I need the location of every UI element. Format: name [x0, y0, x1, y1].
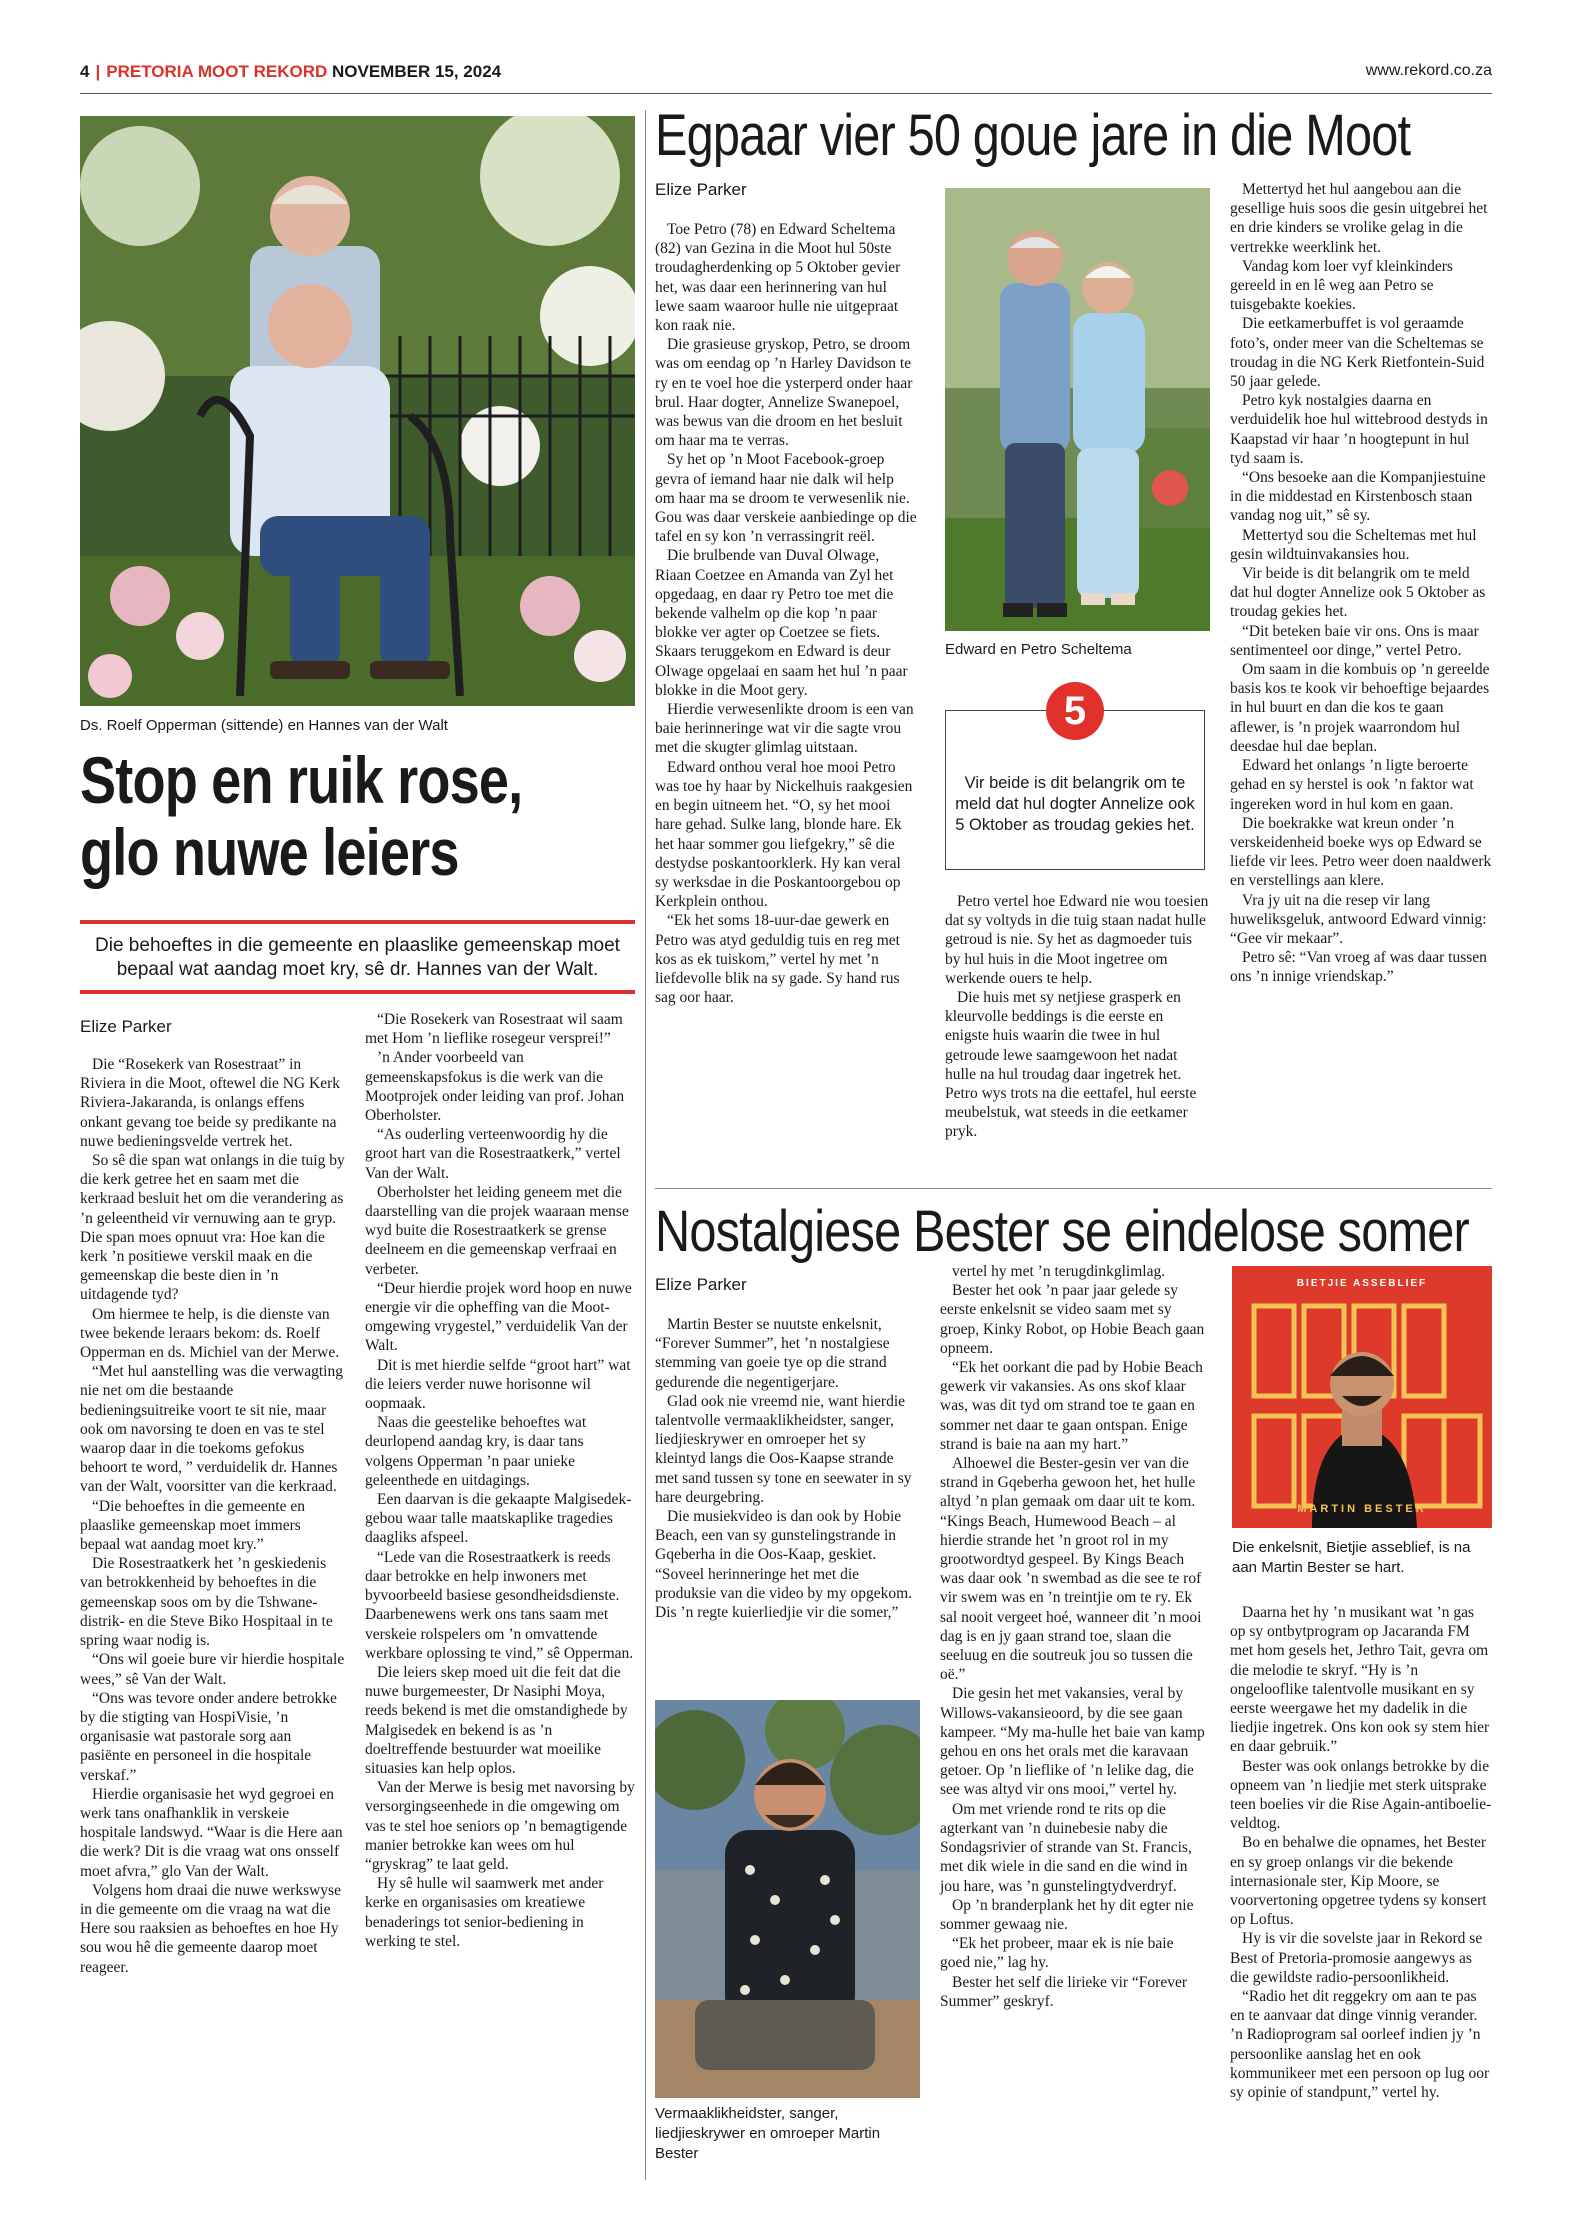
- story3-column-2: [940, 1262, 1205, 2011]
- paragraph: Die Rosestraatkerk het ’n geskiedenis van betrokkenheid by behoeftes in die gemeenskap soos om by die Tshwane-distrik- en die Steve Biko Hospitaal in te spring waar nodig is.: [80, 1555, 333, 1650]
- photo-caption: Edward en Petro Scheltema: [945, 641, 1132, 658]
- paragraph: “As ouderling verteenwoordig hy die groot hart van die Rosestraatkerk,” vertel Van der Walt.: [365, 1126, 621, 1182]
- story1-column-1: [80, 1055, 345, 1977]
- paragraph: Op ’n branderplank het hy dit egter nie sommer gewaag nie.: [940, 1896, 1194, 1933]
- scheltema-couple-photo: [945, 188, 1210, 631]
- paragraph: “Ons besoeke aan die Kompanjiestuine in die middestad en Kirstenbosch staan vandag nog uit,” sê sy.: [1230, 469, 1486, 525]
- paragraph: “Deur hierdie projek word hoop en nuwe energie vir die opheffing van die Moot-omgewing vrygestel,” verduidelik Van der Walt.: [365, 1279, 632, 1355]
- photo-caption: Die enkelsnit, Bietjie asseblief, is na aan Martin Bester se hart.: [1232, 1539, 1471, 1576]
- paragraph: Petro sê: “Van vroeg af was daar tussen ons ’n innige vriendskap.”: [1230, 949, 1487, 986]
- album-cover-image: [1232, 1266, 1492, 1528]
- paragraph: Die gesin het met vakansies, veral by Willows-vakansieoord, by die see gaan kampeer. “My ma-hulle het baie van kamp gehou en ons het orals met die karavaan getoer. Op ’n lieflike of ’n lelike dag, die see was altyd vir ons mooi,” vertel hy.: [940, 1685, 1205, 1799]
- paragraph: Hierdie organisasie het wyd gegroei en werk tans onafhanklik in verskeie hospitale landswyd. “Waar is die Here aan die werk? Dit is die vraag wat ons onsself moet afvra,” glo Van der Walt.: [80, 1785, 343, 1880]
- paragraph: “Die behoeftes in die gemeente en plaaslike gemeenskap moet immers bepaal wat aandag moet kry.”: [80, 1497, 306, 1554]
- paragraph: Glad ook nie vreemd nie, want hierdie talentvolle vermaaklikheidster, sanger, liedjieskrywer en omroeper het sy kleintyd langs die Oos-Kaapse strande met sand tussen sy tone en seewater in sy hare deurgebring.: [655, 1392, 912, 1506]
- paragraph: Mettertyd het hul aangebou aan die gesellige huis soos die gesin uitgebrei het en drie kinders se vrolike gelag in die vertrekke weerklink het.: [1230, 181, 1488, 256]
- paragraph: Petro vertel hoe Edward nie wou toesien dat sy voltyds in die tuig staan nadat hulle getroud is nie. Sy het as dagmoeder tuis by hul huis in die Moot ingetree om werkende ouers te help.: [945, 893, 1209, 987]
- paragraph: Hy is vir die sovelste jaar in Rekord se Best of Pretoria-promosie aangewys as die gewildste radio-persoonlikheid.: [1230, 1930, 1483, 1986]
- paragraph: Volgens hom draai die nuwe werkswyse in die gemeente om die vraag na wat die Here sou raaksien as behoeftes en hoe Hy sou wou hê die gemeente daarop moet reageer.: [80, 1881, 341, 1976]
- paragraph: Om met vriende rond te rits op die agterkant van ’n duinebesie naby die Sondagsrivier of strande van St. Francis, met dik wiele in die sand en die wind in jou hare, was ’n gunstelingtydverdryf.: [940, 1800, 1192, 1895]
- story3-column-1: [655, 1315, 920, 1622]
- story1-column-2: [365, 1010, 635, 1951]
- paragraph: Bester het self die lirieke vir “Forever Summer” geskryf.: [940, 1973, 1187, 2010]
- paragraph: Alhoewel die Bester-gesin ver van die strand in Gqeberha gewoon het, het hulle altyd ’n plan gemaak om daar uit te kom. “Kings Beach, Humewood Beach – al hierdie strande het ’n groot rol in my grootwordtyd gespeel. By Kings Beach was daar ook ’n swembad as die see te rof vir swem was en ’n treintjie om te ry. Ek sal nooit vergeet hoé, wanneer dit ’n mooi dag is en jy gaan strand toe, slaan die seeluug en die soutreuk jou so tussen die oë.”: [940, 1455, 1202, 1684]
- paragraph: Daarna het hy ’n musikant wat ’n gas op sy ontbytprogram op Jacaranda FM met hom gesels het, Jethro Tait, gevra om die melodie te skryf. “Hy is ’n ongelooflike talentvolle musikant en sy eerste weergawe het my dadelik in die liedjie ingetrek. Ons kon ook sy stem hier en daar gebruik.”: [1230, 1604, 1490, 1756]
- paragraph: “Met hul aanstelling was die verwagting nie net om die bestaande bedieningsuitreike voort te sit nie, maar ook om navorsing te doen en vas te stel waarop daar in die toekoms gefokus behoort te word, ” verduidelik dr. Hannes van der Walt, voorsitter van die kerkraad.: [80, 1363, 343, 1496]
- paragraph: Die leiers skep moed uit die feit dat die nuwe burgemeester, Dr Nasiphi Moya, reeds bekend is met die omstandighede by Malgisedek en bekend is as ’n doeltreffende bestuurder wat moeilike situasies kan help oplos.: [365, 1663, 628, 1777]
- paragraph: “Dit beteken baie vir ons. Ons is maar sentimenteel oor dinge,” vertel Petro.: [1230, 622, 1479, 659]
- dek-rule: [80, 990, 635, 994]
- photo-caption: Vermaaklikheidster, sanger, liedjieskrywer en omroeper Martin Bester: [655, 2105, 881, 2162]
- paragraph: Vandag kom loer vyf kleinkinders gereeld in en lê weg aan Petro se tuisgebakte koekies.: [1230, 257, 1453, 314]
- paragraph: Die brulbende van Duval Olwage, Riaan Coetzee en Amanda van Zyl het opgedaag, en daar ry Petro toe met die bekende valhelm op die kop ’n paar blokke ver agter op Coetzee se fiets. Skaars teruggekom en Edward is deur Olwage opgelaai en saam het hul ’n paar blokke in die Moot gery.: [655, 547, 908, 699]
- paragraph: Vra jy uit na die resep vir lang huweliksgeluk, antwoord Edward vinnig: “Gee vir mekaar”.: [1230, 891, 1487, 947]
- paragraph: Toe Petro (78) en Edward Scheltema (82) van Gezina in die Moot hul 50ste troudagherdenking op 5 Oktober gevier het, was daar een herinnering van hul lewe saam waaroor hulle nie uitgepraat kon raak nie.: [655, 221, 901, 335]
- paragraph: Vir beide is dit belangrik om te meld dat hul dogter Annelize ook 5 Oktober as troudag gekies het.: [1230, 565, 1486, 621]
- paragraph: Martin Bester se nuutste enkelsnit, “Forever Summer”, het ’n nostalgiese stemming van goeie tye op die strand gedurende die negentigerjare.: [655, 1316, 890, 1391]
- pull-quote-text: Vir beide is dit belangrik om te meld dat hul dogter Annelize ook 5 Oktober as troudag gekies het.: [955, 774, 1195, 834]
- section-divider: [655, 1188, 1492, 1189]
- paragraph: Die eetkamerbuffet is vol geraamde foto’s, onder meer van die Scheltemas se troudag in die NG Kerk Rietfontein-Suid 50 jaar gelede.: [1230, 315, 1485, 391]
- story2-byline: Elize Parker: [655, 180, 747, 199]
- story1-byline: Elize Parker: [80, 1017, 172, 1036]
- photo-caption: Ds. Roelf Opperman (sittende) en Hannes van der Walt: [80, 717, 448, 734]
- paragraph: Dit is met hierdie selfde “groot hart” wat die leiers verder nuwe horisonne wil oopmaak.: [365, 1356, 631, 1413]
- paragraph: Om saam in die kombuis op ’n gereelde basis kos te kook vir behoeftige bejaardes in hul buurt en dan die kos te gaan aflewer, is ’n projek waarrondom hul deesdae hul dae beplan.: [1230, 661, 1490, 755]
- paragraph: “Radio het dit reggekry om aan te pas en te aanvaar dat dinge vinnig verander. ’n Radioprogram sal oorleef indien jy ’n persoonlike aanslag het en ook kommunikeer met een persoon op lug oor sy opinie of standpunt,” vertel hy.: [1230, 1988, 1490, 2102]
- paragraph: Mettertyd sou die Scheltemas met hul gesin wildtuinvakansies hou.: [1230, 526, 1477, 563]
- paragraph: Naas die geestelike behoeftes wat deurlopend aandag kry, is daar tans volgens Opperman ’n paar unieke geleenthede en uitdagings.: [365, 1414, 587, 1489]
- paragraph: Die grasieuse gryskop, Petro, se droom was om eendag op ’n Harley Davidson te ry en te voel hoe die ysterperd onder haar brul. Haar dogter, Annelize Swanepoel, was bewus van die droom en het besluit om haar ma te verras.: [655, 336, 913, 450]
- paragraph: Die “Rosekerk van Rosestraat” in Riviera in die Moot, oftewel die NG Kerk Riviera-Jakaranda, is onlangs effens onkant gevang toe beide sy predikante na nuwe bedieningsvelde vertrek het.: [80, 1056, 340, 1150]
- album-cover-artist-name: MARTIN BESTER: [1297, 1503, 1427, 1515]
- opperman-van-der-walt-photo: [80, 116, 635, 706]
- story3-byline: Elize Parker: [655, 1275, 747, 1294]
- paragraph: ’n Ander voorbeeld van gemeenskapsfokus is die werk van die Mootprojek onder leiding van prof. Johan Oberholster.: [365, 1049, 625, 1125]
- column-divider: [645, 110, 646, 2180]
- martin-bester-photo: [655, 1700, 920, 2098]
- issue-date: NOVEMBER 15, 2024: [331, 62, 502, 81]
- paragraph: “Ek het probeer, maar ek is nie baie goed nie,” lag hy.: [940, 1935, 1174, 1972]
- paragraph: Petro kyk nostalgies daarna en verduidelik hoe hul wittebrood destyds in Kaapstad vir haar ’n hoogtepunt in hul tyd saam is.: [1230, 392, 1488, 467]
- story2-column-1: [655, 220, 917, 1007]
- paragraph: Die boekrakke wat kreun onder ’n verskeidenheid boeke wys op Edward se liefde vir lees. Petro weer doen naaldwerk en verstellings aan klere.: [1230, 814, 1492, 890]
- paragraph: “Ek het soms 18-uur-dae gewerk en Petro was atyd geduldig tuis en reg met kos as ek tuiskom,” vertel hy met ’n liefdevolle blik na sy gade. Sy hand rus sag oor haar.: [655, 912, 900, 1007]
- story2-column-3: [1230, 180, 1492, 987]
- paragraph: Edward het onlangs ’n ligte beroerte gehad en sy herstel is ook ’n faktor wat ingereken word in hul kom en gaan.: [1230, 757, 1474, 813]
- paragraph: Edward onthou veral hoe mooi Petro was toe hy haar by Nickelhuis raakgesien en begin uitneem het. “O, sy het mooi hare gehad. Sulke lang, blonde hare. Ek het haar sommer gou liefgekry,” sê die destydse poskantoorklerk. Hy kan veral sy werksdae in die Poskantoorgebou op Kerkplein onthou.: [655, 758, 913, 911]
- paragraph: Die huis met sy netjiese grasperk en kleurvolle beddings is die eerste en enigste huis waarin die twee in hul getroude lewe saamgewoon het nadat hulle na hul troudag daar ingetrek het. Petro wys trots na die eettafel, hul eerste meubelstuk, wat steeds in die eetkamer pryk.: [945, 989, 1197, 1141]
- paragraph: Bester het ook ’n paar jaar gelede sy eerste enkelsnit se video saam met sy groep, Kinky Robot, op Hobie Beach gaan opneem.: [940, 1282, 1205, 1357]
- paragraph: Hy sê hulle wil saamwerk met ander kerke en organisasies om kreatiewe benaderings tot senior-bediening in werking te stel.: [365, 1875, 604, 1950]
- paragraph: Een daarvan is die gekaapte Malgisedek-gebou waar talle maatskaplike tragedies daagliks afspeel.: [365, 1491, 632, 1547]
- header-left: [80, 62, 501, 82]
- story2-column-2: [945, 892, 1210, 1142]
- page-number: 4: [80, 62, 90, 81]
- paragraph: “Ek het oorkant die pad by Hobie Beach gewerk vir vakansies. As ons skof klaar was, was dit tyd om strand toe te gaan en sommer net daar te gaan ontspan. Enige strand is baie na aan my hart.”: [940, 1359, 1203, 1453]
- paragraph: So sê die span wat onlangs in die tuig by die kerk getree het en saam met die kerkraad besluit het om die verandering as ’n geleentheid vir vernuwing aan te gryp. Die span moes opnuut vra: Hoe kan die kerk ’n positiewe verskil maak en die gemeenskap die beste dien in ’n uitdagende tyd?: [80, 1152, 345, 1304]
- publication-name: PRETORIA MOOT REKORD: [106, 62, 328, 81]
- paragraph: Die musiekvideo is dan ook by Hobie Beach, een van sy gunstelingstrande in Gqeberha in die Oos-Kaap, geskiet. “Soveel herinneringe het met die produksie van die video by my opgekom. Dis ’n regte kuierliedjie vir die somer,”: [655, 1508, 912, 1622]
- paragraph: Om hiermee te help, is die dienste van twee bekende leraars bekom: ds. Roelf Opperman en ds. Michiel van der Merwe.: [80, 1305, 340, 1362]
- site-url[interactable]: www.rekord.co.za: [1365, 62, 1492, 79]
- pull-quote-number: 5: [1046, 682, 1104, 740]
- paragraph: “Ons was tevore onder andere betrokke by die stigting van HospiVisie, ’n organisasie wat pastorale sorg aan pasiënte en personeel in die hospitale verskaf.”: [80, 1689, 337, 1784]
- paragraph: Van der Merwe is besig met navorsing by versorgingseenhede in die omgewing om vas te stel hoe seniors op ’n bemagtigende manier betrokke kan wees om hul “gryskrag” te laat geld.: [365, 1779, 635, 1873]
- album-cover-top-text: BIETJIE ASSEBLIEF: [1296, 1278, 1428, 1289]
- story3-headline: Nostalgiese Bester se eindelose somer: [655, 1199, 1469, 1264]
- paragraph: “Die Rosekerk van Rosestraat wil saam met Hom ’n lieflike rosegeur versprei!”: [365, 1011, 623, 1048]
- page-header: [80, 62, 1492, 92]
- paragraph: Oberholster het leiding geneem met die daarstelling van die projek waaraan mense wyd buite die Rosestraatkerk se grense deelneem en die gemeenskap verfraai en verbeter.: [365, 1183, 629, 1278]
- paragraph: “Ons wil goeie bure vir hierdie hospitale wees,” sê Van der Walt.: [80, 1651, 345, 1688]
- header-rule: [80, 93, 1492, 94]
- story1-dek: Die behoeftes in die gemeente en plaaslike gemeenskap moet bepaal wat aandag moet kry, sê dr. Hannes van der Walt.: [95, 935, 620, 980]
- paragraph: Hierdie verwesenlikte droom is een van baie herinneringe wat vir die sagte vrou met die skugter glimlag uitstaan.: [655, 701, 914, 757]
- story3-column-3: [1230, 1603, 1492, 2102]
- header-separator: |: [95, 62, 101, 81]
- paragraph: Bo en behalwe die opnames, het Bester en sy groep onlangs vir die bekende internasionale ster, Kip Moore, se voorvertoning opgetree tydens sy konsert op Loftus.: [1230, 1834, 1487, 1929]
- story2-headline: Egpaar vier 50 goue jare in die Moot: [655, 103, 1411, 168]
- paragraph: Bester was ook onlangs betrokke by die opneem van ’n liedjie met sterk uitsprake teen boelies vir die Rise Again-antiboelie-veldtog.: [1230, 1757, 1492, 1833]
- headline-rule: [80, 920, 635, 924]
- paragraph: vertel hy met ’n terugdinkglimlag.: [952, 1263, 1166, 1280]
- paragraph: Sy het op ’n Moot Facebook-groep gevra of iemand haar nie dalk wil help om haar ma se droom te verwesenlik nie. Gou was daar verskeie aanbiedinge op die tafel en sy kon ’n verrassingrit reël.: [655, 451, 917, 546]
- paragraph: “Lede van die Rosestraatkerk is reeds daar betrokke en help inwoners met byvoorbeeld basiese gesondheidsdienste. Daarbenewens werk ons tans saam met verskeie rolspelers om ’n omvattende werkbare oplossing te vind,” sê Opperman.: [365, 1548, 634, 1662]
- story1-headline: Stop en ruik rose, glo nuwe leiers: [80, 743, 523, 889]
